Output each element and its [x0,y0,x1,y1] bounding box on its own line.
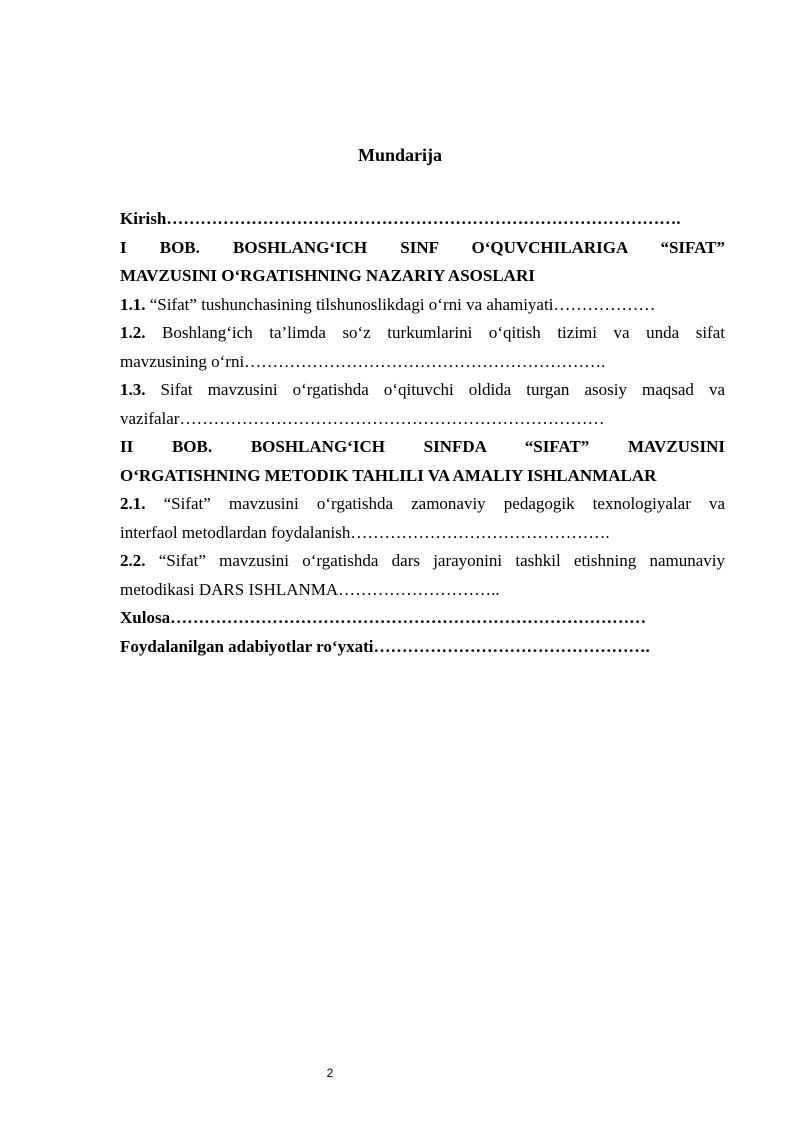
toc-section-text-line2: interfaol metodlardan foydalanish………………………………………. [120,522,610,542]
table-of-contents [120,205,725,661]
toc-section-text-line1: “Sifat” mavzusini o‘rgatishda dars jarayonini tashkil etishning namunaviy [158,551,726,570]
toc-section-text-line1: Sifat mavzusini o‘rgatishda o‘qituvchi oldida turgan asosiy maqsad va [160,380,725,399]
toc-section-number: 1.1. [120,294,146,314]
toc-chapter-1-line1: I BOB. BOSHLANG‘ICH SINF O‘QUVCHILARIGA “SIFAT” [120,237,725,257]
toc-chapter-2 [120,433,725,490]
toc-chapter-2-line1: II BOB. BOSHLANG‘ICH SINFDA “SIFAT” MAVZUSINI [120,437,725,456]
toc-section-number: 2.1. [120,494,146,513]
toc-section-number: 1.2. [120,323,146,342]
toc-entry-xulosa: Xulosa………………………………………………………………………… [120,608,647,627]
toc-section-number: 2.2. [120,551,146,570]
toc-chapter-1 [120,234,725,291]
toc-section-1-3 [120,376,725,433]
toc-section-text-line2: vazifalar………………………………………………………………… [120,408,605,428]
toc-section-1-2 [120,319,725,376]
page-title: Mundarija [357,145,442,165]
toc-section-2-2 [120,547,725,604]
toc-section-number: 1.3. [120,380,146,399]
toc-section-text-line2: metodikasi DARS ISHLANMA……………………….. [120,579,500,599]
toc-section-text-line1: Boshlang‘ich ta’limda so‘z turkumlarini o‘qitish tizimi va unda sifat [162,323,725,342]
toc-section-1-1 [120,291,725,320]
toc-chapter-2-line2: O‘RGATISHNING METODIK TAHLILI VA AMALIY ISHLANMALAR [120,465,657,485]
toc-section-text-line2: mavzusining o‘rni………………………………………………………. [120,351,606,371]
toc-entry-kirish: Kirish………………………………………………………………………………. [120,209,681,228]
toc-section-2-1 [120,490,725,547]
toc-chapter-1-line2: MAVZUSINI O‘RGATISHNING NAZARIY ASOSLARI [120,266,535,285]
toc-section-text-line1: “Sifat” mavzusini o‘rgatishda zamonaviy pedagogik texnologiyalar va [163,494,726,513]
toc-entry-references: Foydalanilgan adabiyotlar ro‘yxati…………………………………………. [120,636,650,656]
page-number: 2 [326,1066,334,1080]
toc-section-text: “Sifat” tushunchasining tilshunoslikdagi o‘rni va ahamiyati……………… [149,294,656,314]
